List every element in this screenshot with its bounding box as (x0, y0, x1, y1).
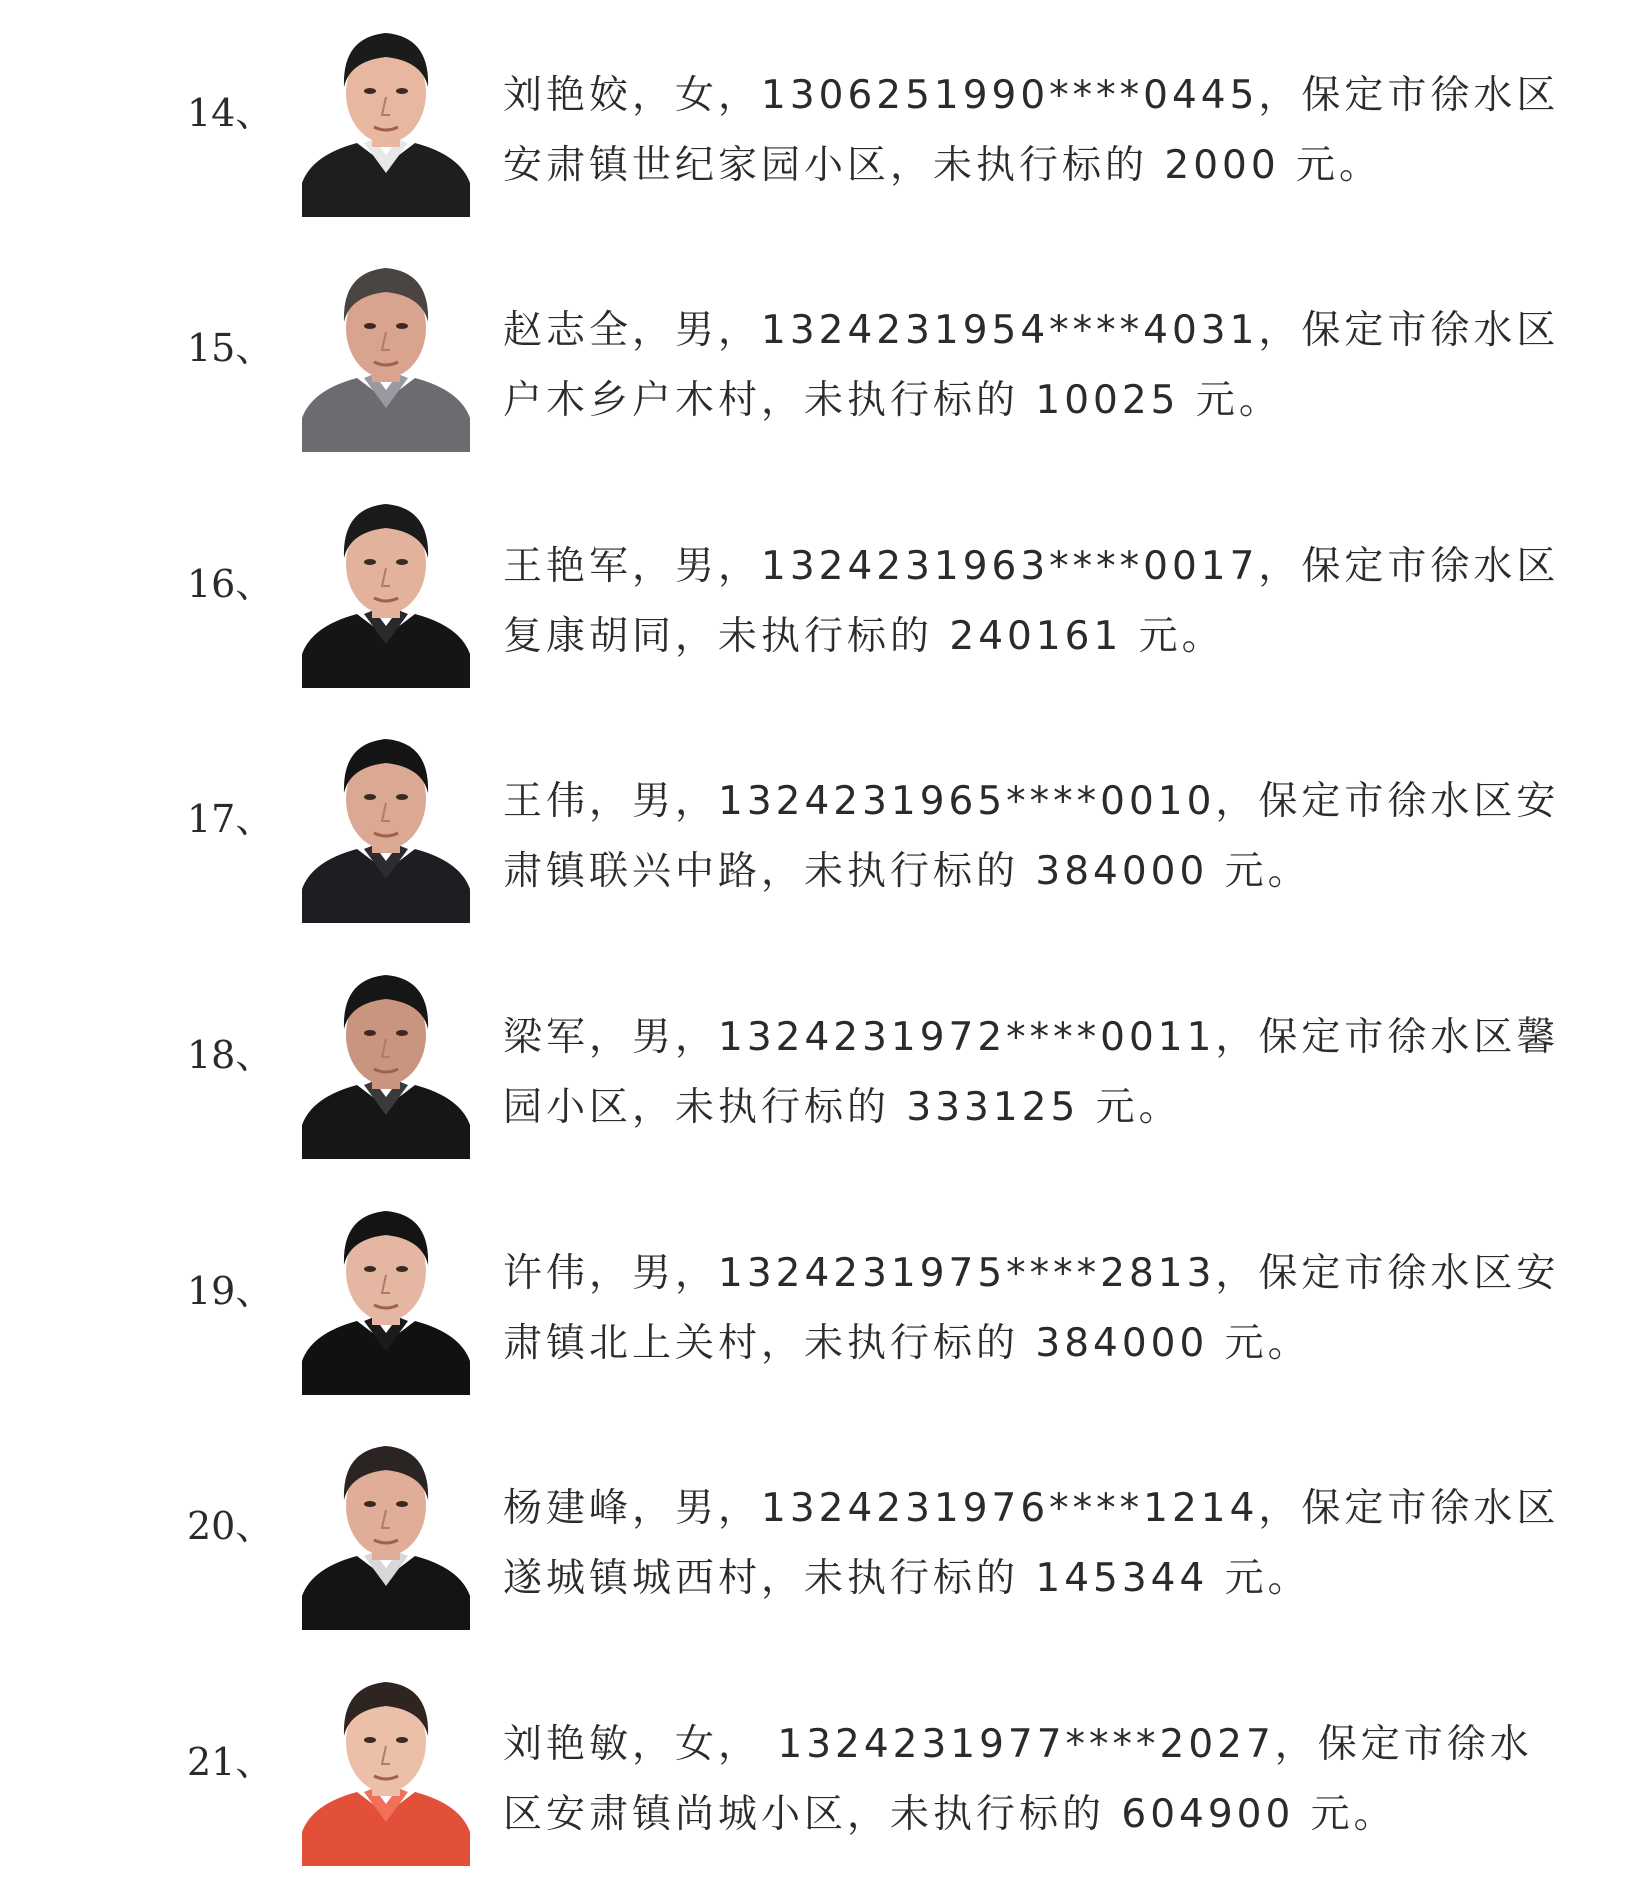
entry-text-line-1: 刘艳敏，女， 1324231977****2027，保定市徐水 (503, 1722, 1533, 1767)
entry-number: 20、 (187, 1504, 274, 1548)
person-photo (302, 15, 470, 217)
entry-text (503, 1239, 1560, 1379)
person-photo (302, 250, 470, 452)
entry-text-line-2: 肃镇北上关村，未执行标的 384000 元。 (503, 1321, 1311, 1366)
entry-number: 14、 (187, 91, 274, 135)
entry-text (503, 532, 1560, 672)
person-entry-16 (0, 486, 1630, 722)
person-photo (302, 1193, 470, 1395)
entry-text-line-2: 肃镇联兴中路，未执行标的 384000 元。 (503, 849, 1311, 894)
entry-number: 15、 (187, 326, 274, 370)
entry-text-line-1: 王艳军，男，1324231963****0017，保定市徐水区 (503, 544, 1560, 589)
person-photo (302, 486, 470, 688)
entry-number: 21、 (187, 1740, 274, 1784)
entry-text (503, 296, 1560, 436)
entry-text-line-1: 梁军，男，1324231972****0011，保定市徐水区馨 (503, 1015, 1560, 1060)
entry-number: 18、 (187, 1033, 274, 1077)
entry-text-line-2: 户木乡户木村，未执行标的 10025 元。 (503, 378, 1282, 423)
entry-text-line-1: 赵志全，男，1324231954****4031，保定市徐水区 (503, 308, 1560, 353)
person-entry-21 (0, 1664, 1630, 1900)
entry-text-line-2: 区安肃镇尚城小区，未执行标的 604900 元。 (503, 1792, 1397, 1837)
entry-text (503, 1003, 1560, 1143)
entry-text (503, 1474, 1560, 1614)
person-entry-15 (0, 250, 1630, 486)
person-photo (302, 721, 470, 923)
entry-text-line-2: 遂城镇城西村，未执行标的 145344 元。 (503, 1556, 1311, 1601)
entry-text-line-1: 杨建峰，男，1324231976****1214，保定市徐水区 (503, 1486, 1560, 1531)
person-entry-17 (0, 721, 1630, 957)
entry-text-line-1: 许伟，男，1324231975****2813，保定市徐水区安 (503, 1251, 1560, 1296)
person-entry-19 (0, 1193, 1630, 1429)
entry-number: 16、 (187, 562, 274, 606)
entry-text-line-2: 安肃镇世纪家园小区，未执行标的 2000 元。 (503, 143, 1383, 188)
entry-text-line-2: 园小区，未执行标的 333125 元。 (503, 1085, 1182, 1130)
entry-text-line-1: 王伟，男，1324231965****0010，保定市徐水区安 (503, 779, 1560, 824)
entry-number: 17、 (187, 797, 274, 841)
entry-text-line-1: 刘艳姣，女，1306251990****0445，保定市徐水区 (503, 73, 1560, 118)
person-entry-14 (0, 15, 1630, 251)
entry-text (503, 61, 1560, 201)
entry-text-line-2: 复康胡同，未执行标的 240161 元。 (503, 614, 1225, 659)
person-photo (302, 1428, 470, 1630)
entry-text (503, 1710, 1533, 1850)
entry-text (503, 767, 1560, 907)
person-entry-18 (0, 957, 1630, 1193)
person-entry-20 (0, 1428, 1630, 1664)
entry-number: 19、 (187, 1269, 274, 1313)
person-photo (302, 1664, 470, 1866)
person-photo (302, 957, 470, 1159)
